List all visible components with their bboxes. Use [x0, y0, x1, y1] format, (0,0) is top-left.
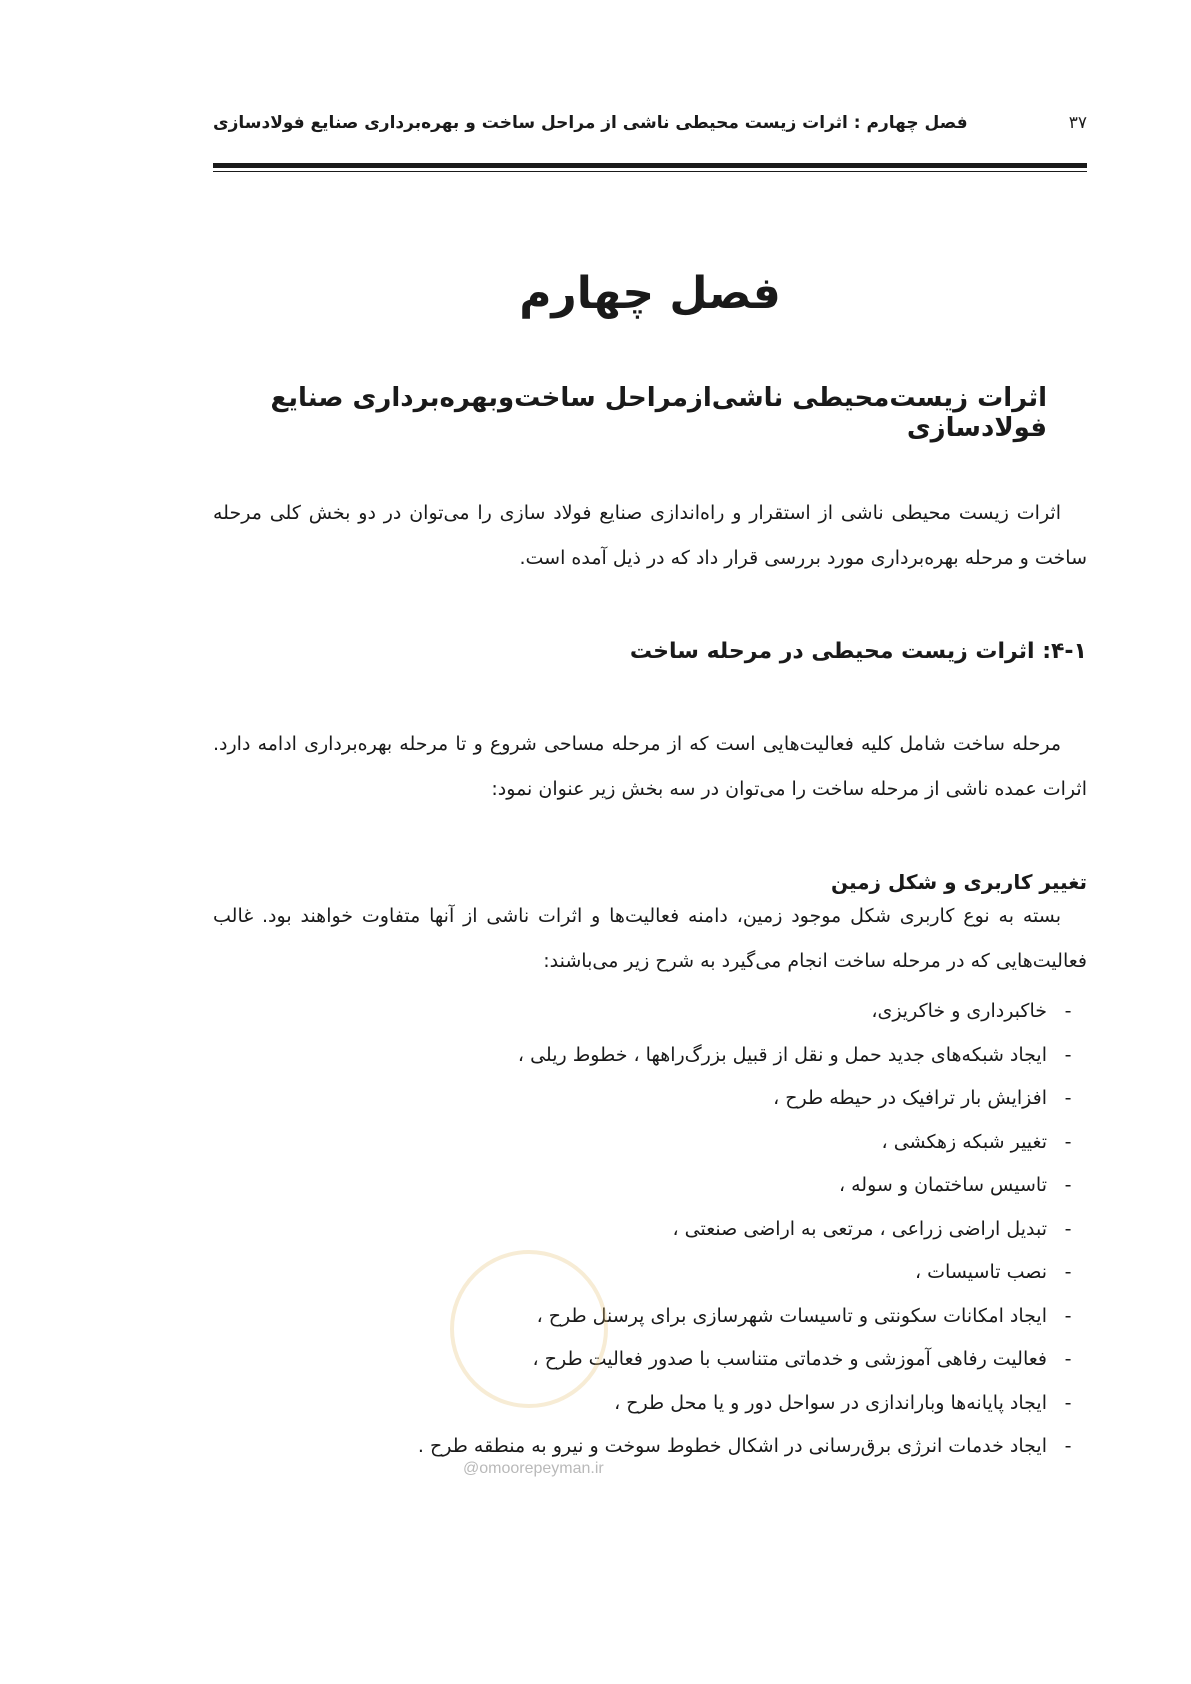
header-rule-thick — [213, 163, 1087, 168]
intro-paragraph: اثرات زیست محیطی ناشی از استقرار و راه‌اندازی صنایع فولاد سازی را می‌توان در دو بخش کلی مرحله ساخت و مرحله بهره‌برداری مورد بررسی قرار داد که در ذیل آمده است. — [213, 502, 1087, 569]
list-item — [213, 1208, 1073, 1252]
list-item — [213, 1295, 1073, 1339]
list-item — [213, 1251, 1073, 1295]
subsection-heading: تغییر کاربری و شکل زمین — [831, 870, 1087, 894]
page-number: ۳۷ — [1068, 113, 1087, 133]
list-item-text: تاسیس ساختمان و سوله ، — [838, 1174, 1047, 1196]
list-bullet: - — [1064, 1435, 1072, 1457]
activity-list — [213, 990, 1087, 1469]
list-item-text: ایجاد پایانه‌ها وباراندازی در سواحل دور و یا محل طرح ، — [614, 1391, 1047, 1414]
list-item-text: نصب تاسیسات ، — [915, 1261, 1047, 1283]
section-heading: ۴-۱: اثرات زیست محیطی در مرحله ساخت — [629, 639, 1087, 664]
subsection-paragraph: بسته به نوع کاربری شکل موجود زمین، دامنه فعالیت‌ها و اثرات ناشی از آنها متفاوت خواهند بود. غالب فعالیت‌هایی که در مرحله ساخت انجام می‌گیرد به شرح زیر می‌باشند: — [213, 905, 1087, 972]
header-rule-thin — [213, 171, 1087, 172]
list-item-text: تغییر شبکه زهکشی ، — [881, 1130, 1047, 1153]
list-item — [213, 1338, 1073, 1382]
list-bullet: - — [1064, 1261, 1072, 1283]
list-item-text: افزایش بار ترافیک در حیطه طرح ، — [773, 1087, 1047, 1109]
list-item — [213, 1077, 1073, 1121]
list-bullet: - — [1064, 1043, 1072, 1066]
list-item — [213, 990, 1073, 1034]
list-item — [213, 1034, 1073, 1078]
list-item-text: ایجاد خدمات انرژی برق‌رسانی در اشکال خطوط سوخت و نیرو به منطقه طرح . — [417, 1435, 1047, 1457]
page-content — [213, 240, 1087, 1469]
list-bullet: - — [1064, 1391, 1072, 1414]
list-item-text: تبدیل اراضی زراعی ، مرتعی به اراضی صنعتی ، — [672, 1217, 1047, 1240]
list-item-text: خاکبرداری و خاکریزی، — [871, 1000, 1047, 1022]
list-bullet: - — [1064, 1217, 1072, 1240]
list-bullet: - — [1064, 1304, 1072, 1327]
list-bullet: - — [1064, 1348, 1072, 1370]
list-item — [213, 1121, 1073, 1165]
chapter-subtitle: اثرات زیست‌محیطی ناشی‌ازمراحل ساخت‌وبهره‌برداری صنایع فولادسازی — [270, 383, 1047, 443]
list-bullet: - — [1064, 1130, 1072, 1153]
list-bullet: - — [1064, 1087, 1072, 1109]
list-item-text: ایجاد شبکه‌های جدید حمل و نقل از قبیل بزرگ‌راهها ، خطوط ریلی ، — [517, 1043, 1047, 1066]
watermark-seal — [450, 1250, 608, 1408]
chapter-title: فصل چهارم — [519, 268, 781, 319]
list-item-text: ایجاد امکانات سکونتی و تاسیسات شهرسازی برای پرسنل طرح ، — [536, 1304, 1047, 1327]
running-header-title: فصل چهارم : اثرات زیست محیطی ناشی از مراحل ساخت و بهره‌برداری صنایع فولادسازی — [213, 113, 968, 133]
list-item-text: فعالیت رفاهی آموزشی و خدماتی متناسب با صدور فعالیت طرح ، — [532, 1348, 1047, 1370]
list-item — [213, 1425, 1073, 1469]
watermark-text: @omoorepeyman.ir — [463, 1460, 604, 1477]
page-header — [213, 103, 1087, 143]
list-bullet: - — [1064, 1000, 1072, 1022]
list-item — [213, 1382, 1073, 1426]
list-item — [213, 1164, 1073, 1208]
section-paragraph: مرحله ساخت شامل کلیه فعالیت‌هایی است که از مرحله مساحی شروع و تا مرحله بهره‌برداری ادامه دارد. اثرات عمده ناشی از مرحله ساخت را می‌توان در سه بخش زیر عنوان نمود: — [213, 733, 1087, 800]
list-bullet: - — [1064, 1174, 1072, 1196]
